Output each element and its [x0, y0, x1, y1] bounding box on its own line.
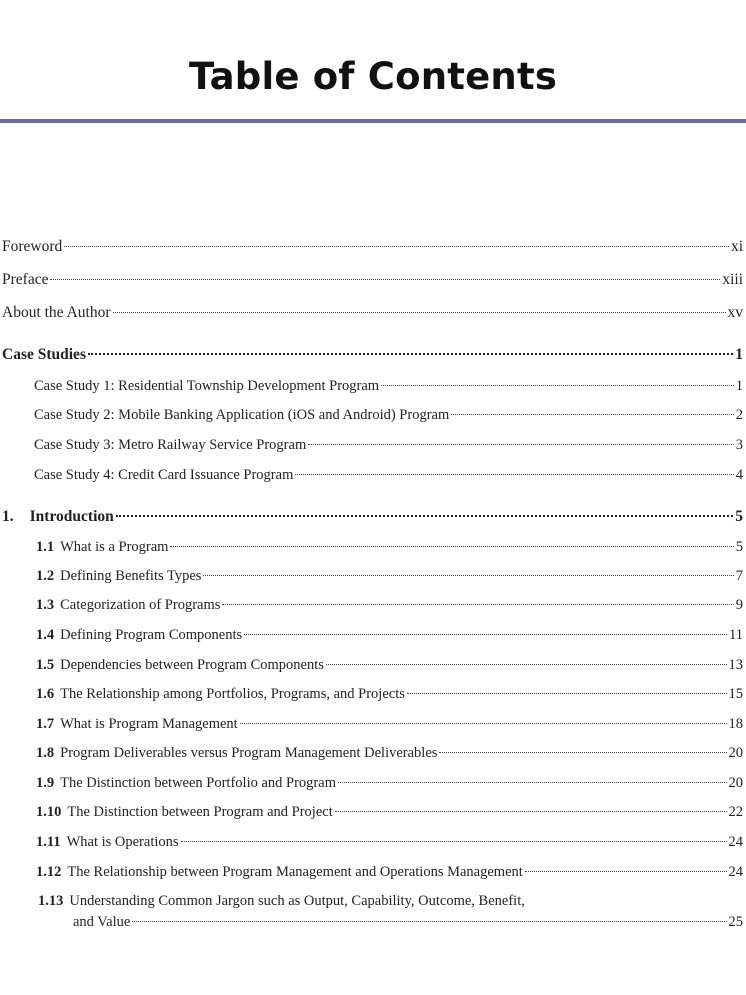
toc-page-number: 1	[735, 378, 743, 394]
dot-leader	[203, 575, 733, 576]
dot-leader	[50, 279, 720, 280]
toc-entry-label: Program Deliverables versus Program Management Deliverables	[60, 745, 438, 761]
toc-entry-section-1-9[interactable]	[36, 775, 743, 792]
toc-page-number: 24	[728, 834, 743, 850]
toc-entry-case-study-4[interactable]	[34, 467, 743, 484]
toc-entry-section-1-11[interactable]	[36, 834, 743, 851]
toc-entry-section-1-7[interactable]	[36, 716, 743, 733]
toc-section-number: 1.9	[36, 775, 55, 791]
dot-leader	[338, 782, 727, 783]
toc-entry-label: Dependencies between Program Components	[60, 657, 324, 673]
toc-entry-case-study-1[interactable]	[34, 378, 743, 395]
toc-entry-label: Understanding Common Jargon such as Output, Capability, Outcome, Benefit,	[69, 893, 525, 909]
dot-leader	[525, 871, 727, 872]
toc-entry-case-study-3[interactable]	[34, 437, 743, 454]
toc-page-number: 18	[728, 716, 743, 732]
toc-page-number: 2	[735, 407, 743, 423]
toc-entry-section-1-3[interactable]	[36, 597, 743, 614]
toc-entry-label: What is a Program	[60, 539, 169, 555]
toc-page-number: 11	[729, 627, 743, 643]
toc-entry-label: Defining Benefits Types	[60, 568, 202, 584]
toc-entry-case-studies[interactable]	[2, 346, 743, 364]
toc-section-number: 1.4	[36, 627, 55, 643]
page-title: Table of Contents	[188, 55, 558, 98]
dot-leader	[222, 604, 733, 605]
toc-entry-section-1-10[interactable]	[36, 804, 743, 821]
toc-entry-label: Preface	[2, 271, 49, 288]
toc-page-number: 7	[735, 568, 743, 584]
toc-page-number: xiii	[722, 271, 743, 288]
toc-section-number: 1.1	[36, 539, 55, 555]
dot-leader	[88, 353, 733, 355]
toc-entry-label: The Relationship among Portfolios, Programs, and Projects	[60, 686, 405, 702]
toc-section-number: 1.12	[36, 864, 62, 880]
dot-leader	[181, 841, 727, 842]
toc-entry-label: About the Author	[2, 304, 111, 321]
toc-entry-section-1-13-line1[interactable]	[38, 893, 525, 910]
toc-section-number: 1.3	[36, 597, 55, 613]
toc-page-number: 25	[728, 914, 743, 930]
toc-entry-label: The Distinction between Program and Project	[67, 804, 333, 820]
toc-entry-label: Categorization of Programs	[60, 597, 221, 613]
toc-entry-label: Case Studies	[2, 346, 86, 363]
toc-entry-section-1-6[interactable]	[36, 686, 743, 703]
toc-page-number: 24	[728, 864, 743, 880]
dot-leader	[240, 723, 727, 724]
dot-leader	[116, 515, 734, 517]
toc-entry-label: Foreword	[2, 238, 63, 255]
dot-leader	[451, 414, 734, 415]
toc-entry-label: Case Study 1: Residential Township Development Program	[34, 378, 380, 394]
toc-page-number: 20	[728, 775, 743, 791]
dot-leader	[335, 811, 727, 812]
toc-section-number: 1.13	[38, 893, 64, 909]
toc-section-number: 1.6	[36, 686, 55, 702]
toc-entry-label: Case Study 4: Credit Card Issuance Program	[34, 467, 294, 483]
toc-chapter-number: 1.	[2, 508, 14, 525]
toc-entry-label: Defining Program Components	[60, 627, 243, 643]
toc-entry-section-1-12[interactable]	[36, 864, 743, 881]
toc-entry-label: The Relationship between Program Management and Operations Management	[67, 864, 523, 880]
dot-leader	[326, 664, 727, 665]
toc-entry-section-1-13-line2[interactable]	[73, 914, 743, 931]
toc-entry-label: The Distinction between Portfolio and Program	[60, 775, 336, 791]
toc-entry-foreword[interactable]	[2, 238, 743, 256]
toc-entry-section-1-8[interactable]	[36, 745, 743, 762]
toc-entry-section-1-1[interactable]	[36, 539, 743, 556]
toc-section-number: 1.10	[36, 804, 62, 820]
toc-entry-label: What is Operations	[66, 834, 179, 850]
dot-leader	[439, 752, 726, 753]
dot-leader	[64, 246, 729, 247]
toc-page-number: xi	[730, 238, 743, 255]
toc-entry-section-1-5[interactable]	[36, 657, 743, 674]
toc-section-number: 1.8	[36, 745, 55, 761]
toc-page-number: 3	[735, 437, 743, 453]
toc-entry-about-author[interactable]	[2, 304, 743, 322]
toc-section-number: 1.7	[36, 716, 55, 732]
title-divider	[0, 119, 746, 123]
toc-page-number: 13	[728, 657, 743, 673]
dot-leader	[308, 444, 734, 445]
toc-entry-section-1-4[interactable]	[36, 627, 743, 644]
toc-entry-chapter-1[interactable]	[2, 508, 743, 526]
toc-section-number: 1.5	[36, 657, 55, 673]
dot-leader	[407, 693, 727, 694]
dot-leader	[244, 634, 727, 635]
toc-page-number: 5	[735, 539, 743, 555]
toc-entry-label: Introduction	[29, 508, 114, 525]
toc-page-number: 20	[728, 745, 743, 761]
toc-page-number: 22	[728, 804, 743, 820]
dot-leader	[295, 474, 733, 475]
dot-leader	[170, 546, 733, 547]
toc-page-number: 1	[735, 346, 743, 363]
toc-page-number: 5	[735, 508, 743, 525]
toc-entry-case-study-2[interactable]	[34, 407, 743, 424]
toc-page-number: 9	[735, 597, 743, 613]
dot-leader	[113, 312, 726, 313]
toc-entry-label: What is Program Management	[60, 716, 238, 732]
toc-page-number: xv	[727, 304, 743, 321]
dot-leader	[132, 921, 726, 922]
toc-entry-label-continued: and Value	[73, 914, 131, 930]
toc-page-number: 4	[735, 467, 743, 483]
toc-entry-label: Case Study 2: Mobile Banking Application (iOS and Android) Program	[34, 407, 450, 423]
dot-leader	[381, 385, 734, 386]
toc-page-number: 15	[728, 686, 743, 702]
toc-entry-preface[interactable]	[2, 271, 743, 289]
toc-entry-section-1-2[interactable]	[36, 568, 743, 585]
toc-section-number: 1.2	[36, 568, 55, 584]
toc-section-number: 1.11	[36, 834, 61, 850]
toc-entry-label: Case Study 3: Metro Railway Service Program	[34, 437, 307, 453]
